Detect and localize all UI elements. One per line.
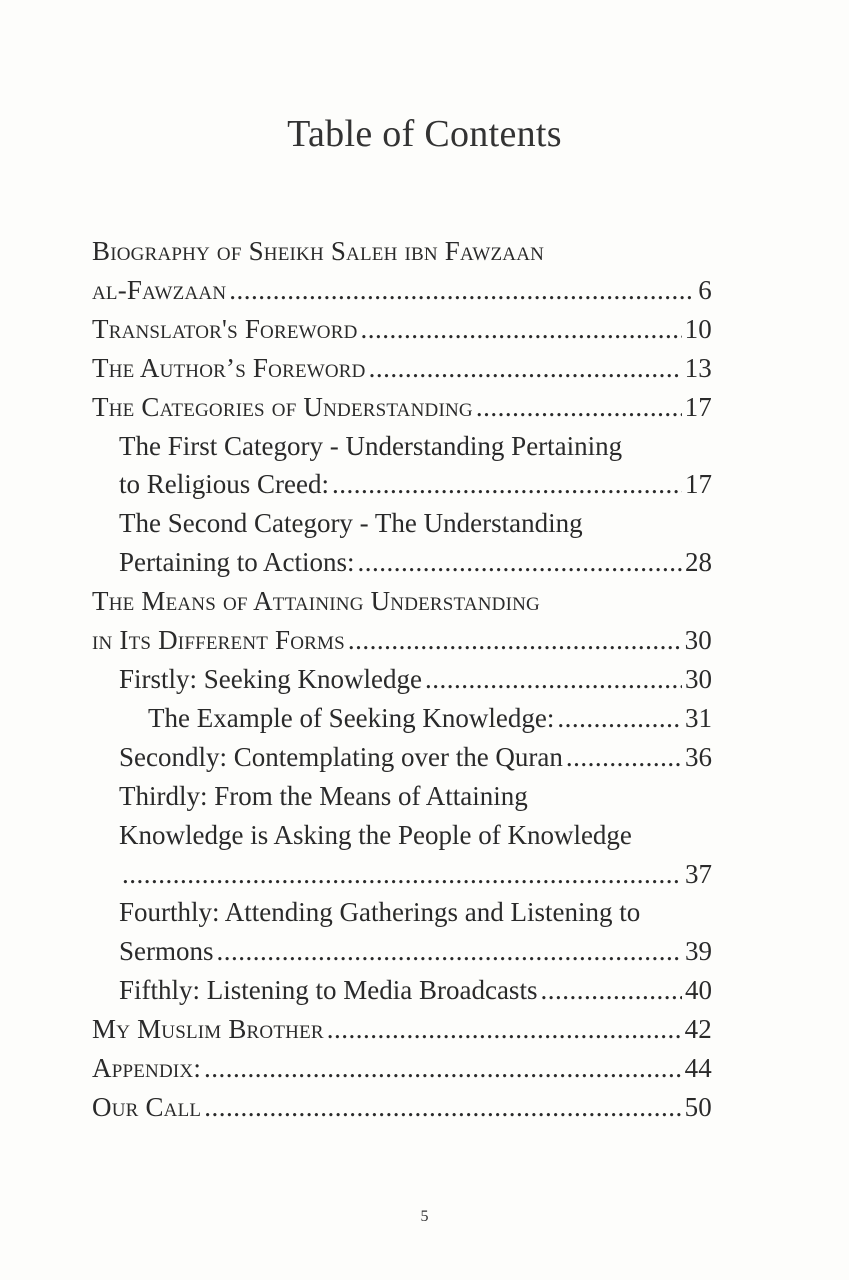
toc-entry-page-number: 36 [685,741,712,772]
toc-entry-line [92,1049,712,1088]
toc-entry-title: Fifthly: Listening to Media Broadcasts [119,975,538,1006]
toc-entry-line [119,855,712,894]
toc-entry-title: al-Fawzaan [92,274,227,305]
toc-entry [92,1010,712,1049]
toc-entry [92,310,712,349]
toc-entry-line [119,932,712,971]
toc-entry-title: My Muslim Brother [92,1014,324,1045]
toc-entry-line [92,1010,712,1049]
dot-leader [358,543,683,582]
toc-entry-title: The Categories of Understanding [92,391,473,422]
table-of-contents [92,232,712,1127]
dot-leader [540,971,682,1010]
toc-entry-line [92,271,712,310]
toc-entry-title: Our Call [92,1091,202,1122]
toc-entry-title: to Religious Creed: [119,469,329,500]
toc-entry-title: The Example of Seeking Knowledge: [148,702,555,733]
toc-entry-title: Secondly: Contemplating over the Quran [119,741,563,772]
dot-leader [332,465,682,504]
toc-entry [92,349,712,388]
toc-entry [92,1088,712,1127]
toc-entry [92,699,712,738]
dot-leader [327,1010,682,1049]
toc-entry-page-number: 44 [684,1053,712,1084]
toc-entry [92,777,712,894]
dot-leader [369,349,682,388]
toc-entry-title-line: Thirdly: From the Means of Attaining [119,780,528,811]
dot-leader [204,1088,681,1127]
dot-leader [122,855,682,894]
toc-entry-page-number: 17 [684,391,712,422]
toc-entry-line [119,660,712,699]
toc-entry-title-line: The Means of Attaining Understanding [92,586,540,617]
toc-entry-title: Pertaining to Actions: [119,547,355,578]
toc-entry-page-number: 30 [684,625,712,656]
toc-entry-line [119,971,712,1010]
dot-leader [348,621,682,660]
dot-leader [476,388,682,427]
toc-entry-title: in Its Different Forms [92,625,345,656]
page-title: Table of Contents [287,113,562,155]
toc-entry-page-number: 37 [685,858,712,889]
toc-entry-page-number: 28 [685,547,712,578]
toc-entry [92,660,712,699]
dot-leader [361,310,682,349]
toc-entry-page-number: 6 [698,274,712,305]
toc-entry-page-number: 17 [685,469,712,500]
toc-entry [92,1049,712,1088]
dot-leader [557,699,682,738]
toc-entry-page-number: 39 [685,936,712,967]
toc-entry [92,232,712,310]
toc-entry-title-line: The Second Category - The Understanding [119,508,583,539]
toc-entry-line [92,349,712,388]
toc-entry-line [92,621,712,660]
toc-entry-line [119,738,712,777]
toc-entry-line [148,699,712,738]
toc-entry-page-number: 31 [685,702,712,733]
toc-entry-title: Translator's Foreword [92,313,358,344]
toc-entry-page-number: 40 [685,975,712,1006]
toc-entry [92,504,712,582]
toc-entry-title: Sermons [119,936,214,967]
dot-leader [217,932,683,971]
page-number: 5 [420,1208,429,1225]
dot-leader [425,660,682,699]
toc-entry-line [92,1088,712,1127]
toc-entry-page-number: 42 [684,1014,712,1045]
toc-entry-line [119,465,712,504]
toc-entry-title-line: Fourthly: Attending Gatherings and Listening to [119,897,641,928]
toc-entry-line [92,388,712,427]
toc-entry [92,388,712,427]
toc-entry-line [92,310,712,349]
toc-entry [92,427,712,505]
toc-entry [92,893,712,971]
toc-entry-line [119,543,712,582]
toc-entry [92,971,712,1010]
toc-entry [92,738,712,777]
toc-entry-title: Appendix: [92,1053,202,1084]
toc-entry-page-number: 10 [684,313,712,344]
toc-entry-title-line: Biography of Sheikh Saleh ibn Fawzaan [92,236,545,266]
toc-entry-page-number: 50 [684,1091,712,1122]
toc-entry-title-line: Knowledge is Asking the People of Knowledge [119,819,632,850]
toc-entry-page-number: 13 [684,352,712,383]
toc-entry [92,582,712,660]
dot-leader [229,271,695,310]
toc-entry-page-number: 30 [685,663,712,694]
dot-leader [566,738,682,777]
toc-entry-title: Firstly: Seeking Knowledge [119,663,422,694]
toc-entry-title-line: The First Category - Understanding Pertaining [119,430,623,461]
toc-entry-title: The Author’s Foreword [92,352,366,383]
dot-leader [204,1049,682,1088]
